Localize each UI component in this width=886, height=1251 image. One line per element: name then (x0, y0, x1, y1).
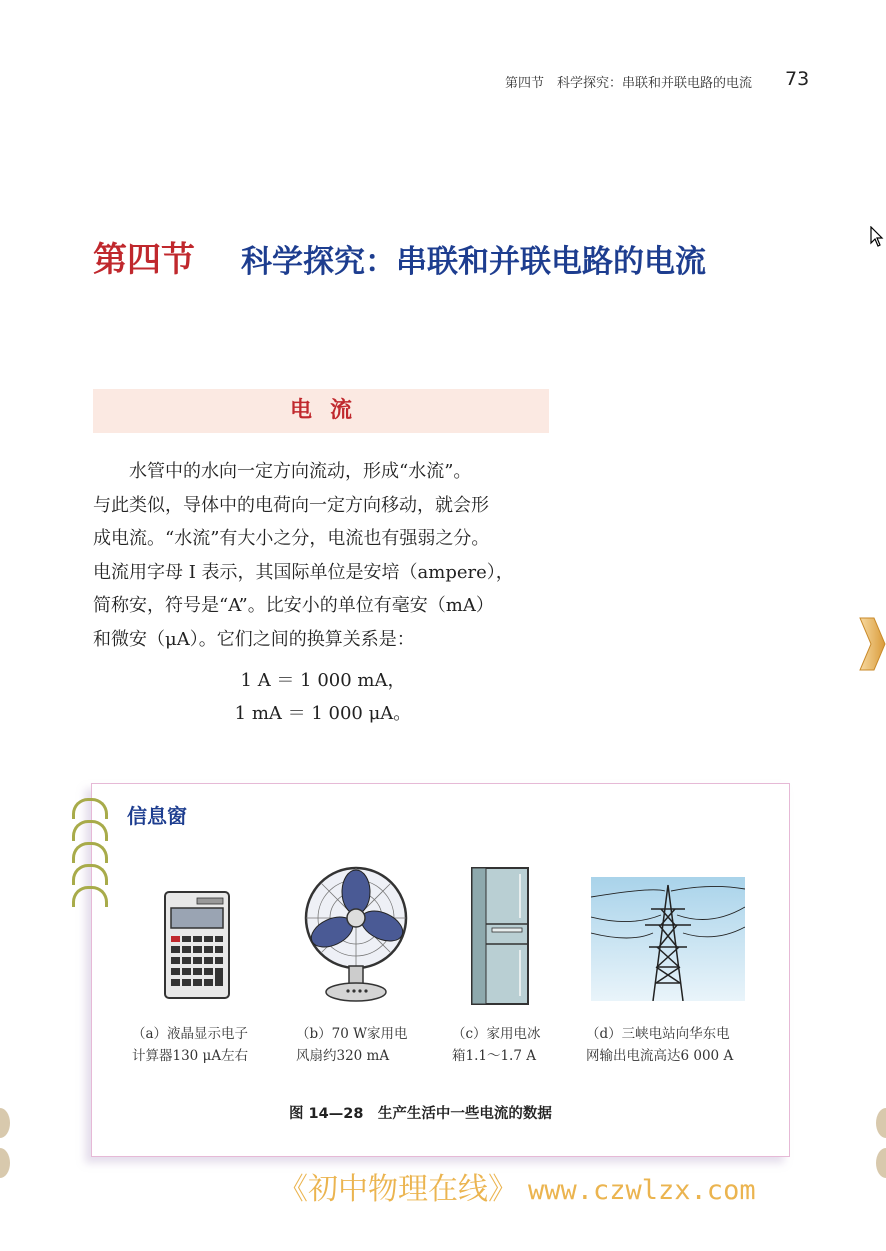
power-tower-icon (591, 877, 745, 1001)
formula-1: 1 A ＝ 1 000 mA， (240, 670, 406, 691)
chapter-title (93, 232, 813, 282)
refrigerator-icon (470, 866, 532, 1006)
page-number: 73 (785, 68, 810, 90)
watermark-name: 《初中物理在线》 (278, 1172, 518, 1207)
body-line: 成电流。“水流”有大小之分，电流也有强弱之分。 (93, 528, 490, 549)
caption-line: 箱1.1～1.7 A (452, 1048, 536, 1064)
mouse-pointer-icon (870, 226, 884, 248)
body-line: 电流用字母 I 表示，其国际单位是安培（ampere）， (93, 561, 514, 583)
watermark-url: www.czwlzx.com (528, 1175, 756, 1206)
caption-line: （c）家用电冰 (452, 1026, 541, 1042)
body-line: 简称安，符号是“A”。比安小的单位有毫安（mA） (93, 595, 494, 616)
section-number-label: 第四节 (93, 240, 195, 280)
info-window-title: 信息窗 (127, 804, 187, 828)
caption-line: 网输出电流高达6 000 A (586, 1048, 734, 1064)
ring-icon (72, 798, 108, 819)
caption-line: （d）三峡电站向华东电 (586, 1026, 730, 1042)
running-title: 第四节 科学探究：串联和并联电路的电流 (505, 76, 753, 91)
body-paragraph (93, 455, 553, 656)
page-edge-decoration (876, 1108, 886, 1138)
binder-rings-icon (72, 796, 106, 906)
ring-icon (72, 864, 108, 885)
caption-line: （b）70 W家用电 (296, 1026, 408, 1042)
section-title: 科学探究：串联和并联电路的电流 (241, 244, 706, 280)
figure-c-caption (452, 1023, 541, 1067)
figure-a-caption (132, 1023, 248, 1067)
figure-b-caption (296, 1023, 408, 1067)
calculator-icon (163, 890, 231, 1000)
figure-caption: 图 14—28 生产生活中一些电流的数据 (289, 1106, 552, 1122)
ring-icon (72, 842, 108, 863)
caption-line: 风扇约320 mA (296, 1048, 390, 1064)
watermark (278, 1164, 878, 1208)
figure-d-caption (586, 1023, 733, 1067)
ring-icon (72, 820, 108, 841)
page-edge-decoration (0, 1148, 10, 1178)
caption-line: （a）液晶显示电子 (132, 1026, 249, 1042)
body-line: 和微安（μA）。它们之间的换算关系是： (93, 628, 415, 650)
section-heading: 电流 (289, 398, 370, 423)
section-heading-bar (93, 389, 549, 433)
chevron-right-icon[interactable] (858, 616, 886, 672)
ring-icon (72, 886, 108, 907)
running-head (505, 68, 815, 92)
electric-fan-icon (300, 866, 412, 1004)
caption-line: 计算器130 μA左右 (132, 1048, 249, 1064)
body-line: 与此类似，导体中的电荷向一定方向移动，就会形 (93, 494, 489, 516)
formula-2: 1 mA ＝ 1 000 μA。 (234, 703, 412, 724)
body-line: 水管中的水向一定方向流动，形成“水流”。 (129, 461, 472, 482)
page-edge-decoration (0, 1108, 10, 1138)
